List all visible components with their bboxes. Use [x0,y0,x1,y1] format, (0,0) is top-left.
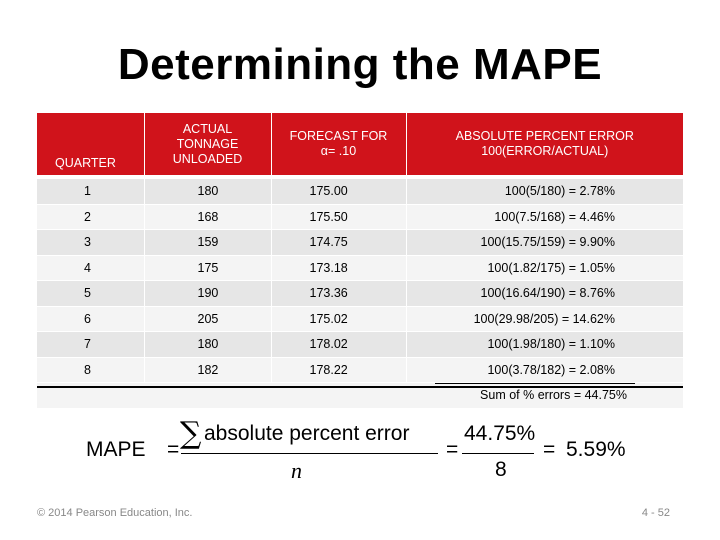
cell-tonnage: 168 [144,204,271,230]
mape-table-container [37,113,683,403]
table-bottom-rule [37,386,683,388]
cell-forecast: 175.02 [271,306,406,332]
table-row [37,177,683,204]
page-number: 4 - 52 [641,507,670,519]
sum-of-errors-label: Sum of % errors = 44.75% [480,388,627,403]
cell-tonnage: 182 [144,357,271,383]
cell-quarter: 4 [37,255,144,281]
cell-forecast: 173.18 [271,255,406,281]
cell-tonnage: 180 [144,332,271,358]
header-forecast-line2: α= .10 [320,144,357,158]
formula-equals-3: = [543,438,556,461]
cell-tonnage: 180 [144,177,271,204]
header-ape-line1: ABSOLUTE PERCENT ERROR [455,129,634,143]
cell-quarter: 1 [37,177,144,204]
header-forecast [271,113,406,177]
header-actual-tonnage-line3: UNLOADED [172,151,243,166]
formula-numerator-value: 44.75% [464,422,536,445]
cell-forecast: 173.36 [271,281,406,307]
slide-title: Determining the MAPE [117,40,603,89]
formula-equals-2: = [446,438,459,461]
cell-ape: 100(7.5/168) = 4.46% [406,204,683,230]
cell-quarter: 6 [37,306,144,332]
cell-ape: 100(1.98/180) = 1.10% [406,332,683,358]
table-row [37,332,683,358]
header-quarter: QUARTER [37,113,144,177]
header-actual-tonnage [144,113,271,177]
table-row [37,281,683,307]
cell-quarter: 5 [37,281,144,307]
cell-quarter: 7 [37,332,144,358]
formula-lhs: MAPE [86,438,146,461]
fraction-bar-1 [181,453,438,454]
header-actual-tonnage-line1: ACTUAL [182,121,233,136]
table-row [37,357,683,383]
table-row [37,230,683,256]
cell-forecast: 175.00 [271,177,406,204]
cell-tonnage: 205 [144,306,271,332]
mape-formula [86,418,646,488]
cell-ape: 100(5/180) = 2.78% [406,177,683,204]
cell-forecast: 174.75 [271,230,406,256]
cell-ape: 100(29.98/205) = 14.62% [406,306,683,332]
table-row [37,204,683,230]
cell-quarter: 8 [37,357,144,383]
sum-underline [435,383,635,384]
formula-denominator-value: 8 [495,458,507,481]
cell-forecast: 178.02 [271,332,406,358]
copyright-notice: © 2014 Pearson Education, Inc. [37,507,193,519]
cell-quarter: 2 [37,204,144,230]
header-actual-tonnage-line2: TONNAGE [176,136,239,151]
cell-ape: 100(16.64/190) = 8.76% [406,281,683,307]
table-row [37,255,683,281]
cell-tonnage: 175 [144,255,271,281]
mape-table [37,113,683,409]
header-absolute-percent-error [406,113,683,177]
cell-forecast: 178.22 [271,357,406,383]
cell-forecast: 175.50 [271,204,406,230]
formula-result: 5.59% [566,438,626,461]
cell-quarter: 3 [37,230,144,256]
header-forecast-line1: FORECAST FOR [289,129,388,143]
cell-tonnage: 190 [144,281,271,307]
header-ape-line2: 100(ERROR/ACTUAL) [481,144,609,158]
cell-ape: 100(3.78/182) = 2.08% [406,357,683,383]
table-row [37,306,683,332]
formula-denominator: n [291,458,302,483]
sigma-icon: ∑ [180,416,202,451]
cell-ape: 100(15.75/159) = 9.90% [406,230,683,256]
table-header-row [37,113,683,177]
fraction-bar-2 [462,453,534,454]
formula-equals-1: = [167,438,180,461]
formula-numerator: absolute percent error [204,422,410,445]
cell-ape: 100(1.82/175) = 1.05% [406,255,683,281]
cell-tonnage: 159 [144,230,271,256]
